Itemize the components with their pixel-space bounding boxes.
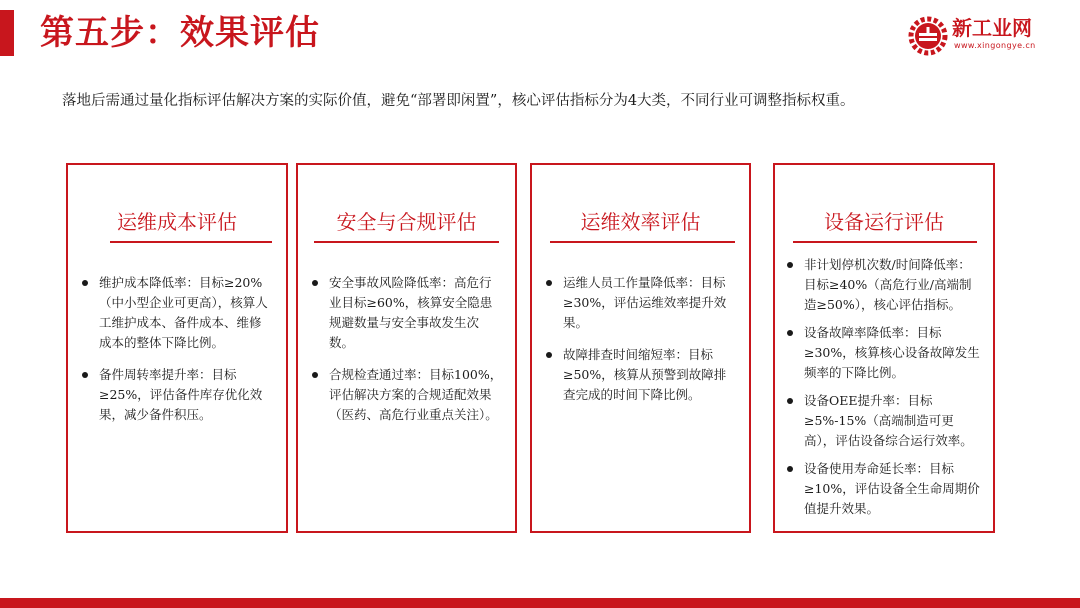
intro-paragraph: 落地后需通过量化指标评估解决方案的实际价值，避免“部署即闲置”，核心评估指标分为4大类，不同行业可调整指标权重。 — [62, 93, 855, 109]
footer-bar — [0, 598, 1080, 608]
title-accent-bar — [0, 10, 14, 56]
list-item — [82, 273, 272, 353]
card-title: 安全与合规评估 — [336, 210, 477, 234]
card-maintenance-cost — [66, 163, 288, 533]
list-item-text: 安全事故风险降低率：高危行业目标≥60%，核算安全隐患规避数量与安全事故发生次数。 — [329, 275, 493, 350]
page-title: 第五步：效果评估 — [40, 13, 320, 53]
card-item-list — [82, 273, 272, 437]
list-item — [787, 459, 983, 519]
card-divider — [110, 241, 272, 243]
card-title: 运维效率评估 — [580, 210, 701, 234]
bullet-dot-icon — [546, 280, 552, 286]
list-item-text: 运维人员工作量降低率：目标≥30%，评估运维效率提升效果。 — [563, 275, 727, 330]
list-item — [787, 255, 983, 315]
bullet-dot-icon — [82, 280, 88, 286]
bullet-dot-icon — [312, 280, 318, 286]
card-divider — [550, 241, 735, 243]
logo-name: 新工业网 — [952, 16, 1032, 40]
list-item — [546, 273, 737, 333]
brand-logo — [908, 14, 1068, 60]
list-item — [546, 345, 737, 405]
list-item-text: 故障排查时间缩短率：目标≥50%，核算从预警到故障排查完成的时间下降比例。 — [563, 347, 727, 402]
list-item — [312, 273, 503, 353]
list-item-text: 维护成本降低率：目标≥20%（中小型企业可更高），核算人工维护成本、备件成本、维修成本的整体下降比例。 — [99, 275, 268, 350]
bullet-dot-icon — [787, 466, 793, 472]
bullet-dot-icon — [787, 262, 793, 268]
card-item-list — [546, 273, 737, 417]
list-item-text: 设备OEE提升率：目标≥5%-15%（高端制造可更高），评估设备综合运行效率。 — [804, 393, 973, 448]
bullet-dot-icon — [82, 372, 88, 378]
list-item — [82, 365, 272, 425]
card-item-list — [787, 255, 983, 527]
card-title: 设备运行评估 — [824, 210, 944, 234]
bullet-dot-icon — [787, 398, 793, 404]
list-item-text: 设备使用寿命延长率：目标≥10%，评估设备全生命周期价值提升效果。 — [804, 461, 980, 516]
card-title: 运维成本评估 — [117, 210, 237, 234]
list-item — [787, 323, 983, 383]
bullet-dot-icon — [546, 352, 552, 358]
list-item-text: 设备故障率降低率：目标≥30%，核算核心设备故障发生频率的下降比例。 — [804, 325, 980, 380]
card-divider — [314, 241, 499, 243]
card-divider — [793, 241, 977, 243]
list-item-text: 非计划停机次数/时间降低率：目标≥40%（高危行业/高端制造≥50%），核心评估指标。 — [804, 257, 972, 312]
gear-logo-icon — [908, 16, 948, 56]
list-item-text: 备件周转率提升率：目标≥25%，评估备件库存优化效果，减少备件积压。 — [99, 367, 263, 422]
logo-url: www.xingongye.cn — [954, 41, 1036, 50]
card-item-list — [312, 273, 503, 437]
card-maintenance-efficiency — [530, 163, 751, 533]
bullet-dot-icon — [787, 330, 793, 336]
bullet-dot-icon — [312, 372, 318, 378]
card-equipment-operation — [773, 163, 995, 533]
list-item — [787, 391, 983, 451]
list-item-text: 合规检查通过率：目标100%，评估解决方案的合规适配效果（医药、高危行业重点关注）。 — [329, 367, 503, 422]
list-item — [312, 365, 503, 425]
card-safety-compliance — [296, 163, 517, 533]
